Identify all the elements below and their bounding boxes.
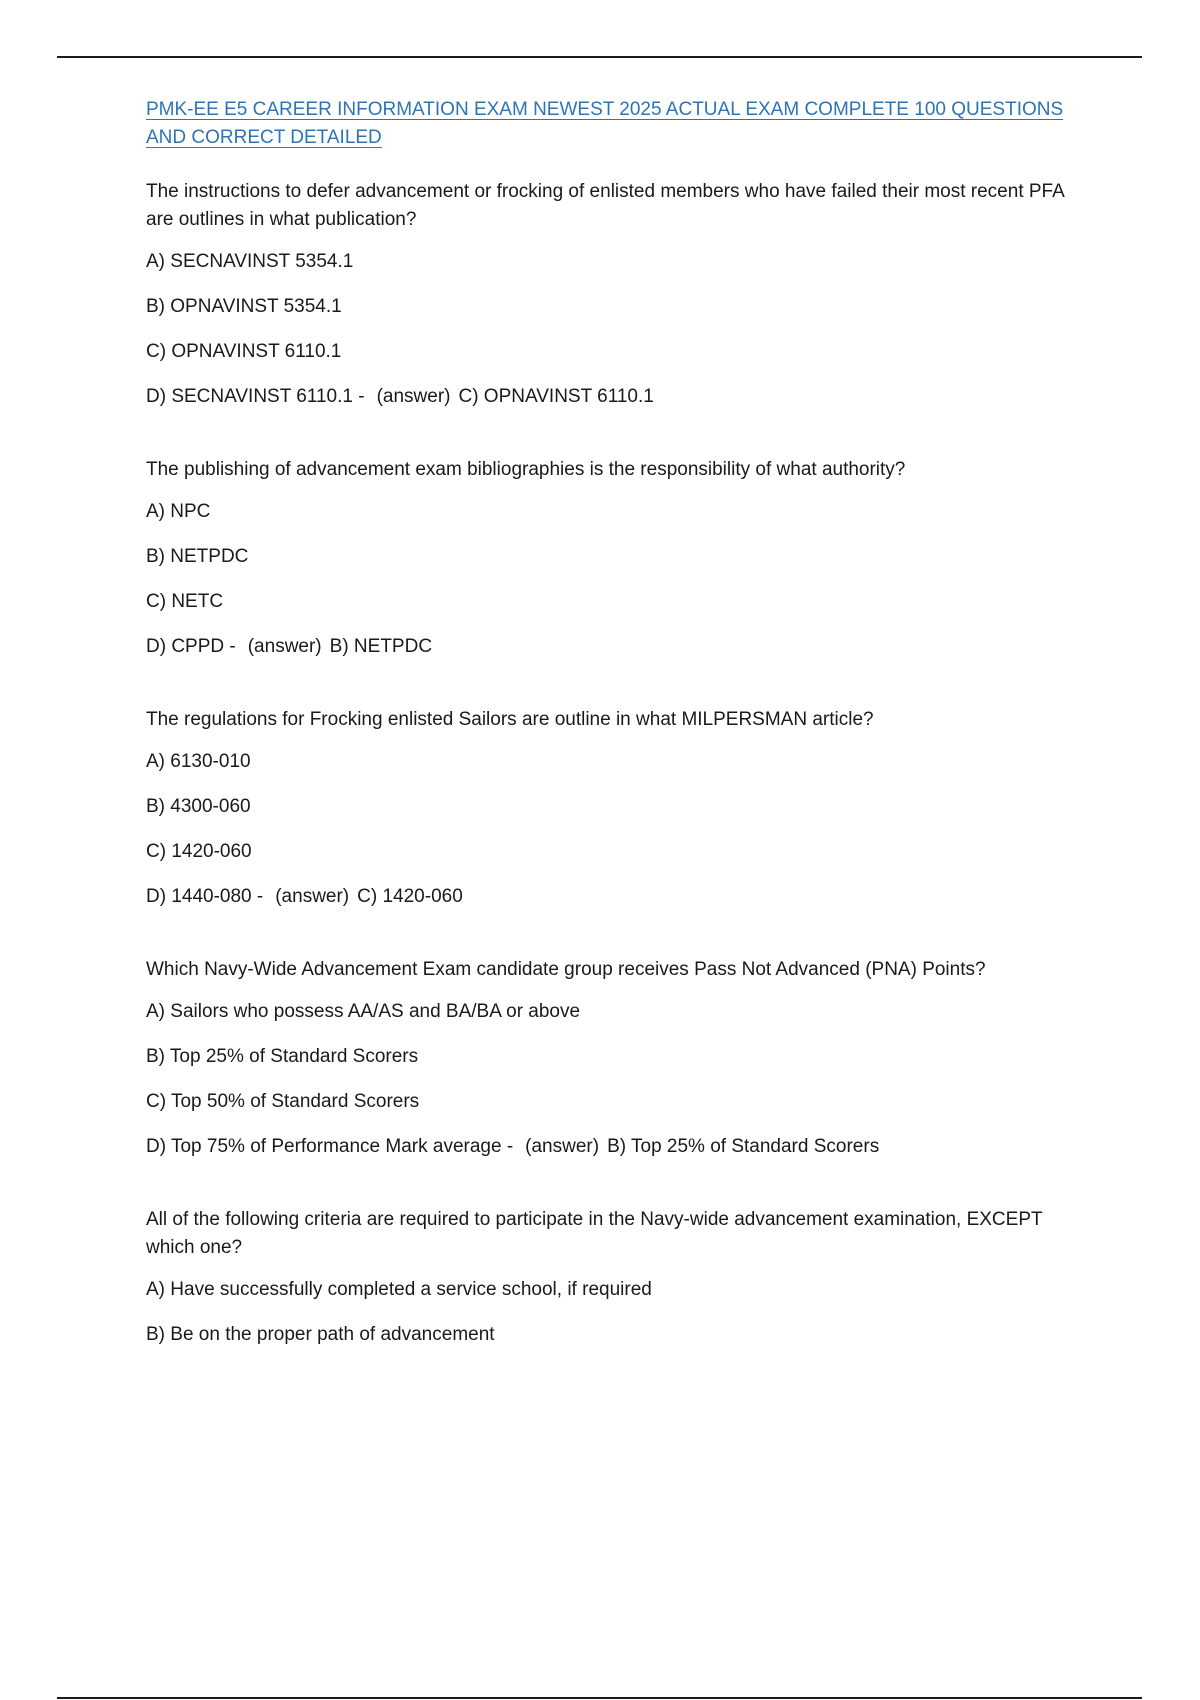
top-rule: [57, 56, 1142, 58]
option-a: A) Sailors who possess AA/AS and BA/BA or above: [146, 1001, 581, 1022]
question-block: [146, 956, 1086, 1161]
option-c: C) NETC: [146, 591, 224, 612]
option-d-with-answer: [146, 383, 1086, 411]
question-text: Which Navy-Wide Advancement Exam candidate group receives Pass Not Advanced (PNA) Points?: [146, 959, 986, 980]
option-c: C) 1420-060: [146, 841, 252, 862]
answer-value: C) 1420-060: [357, 886, 463, 907]
document-body: [146, 96, 1086, 1394]
option-a: A) Have successfully completed a service school, if required: [146, 1279, 652, 1300]
option-d-with-answer: [146, 883, 1086, 911]
option-a: A) NPC: [146, 501, 211, 522]
answer-value: B) Top 25% of Standard Scorers: [607, 1136, 880, 1157]
question-block: [146, 178, 1086, 411]
question-block: [146, 706, 1086, 911]
option-b: B) OPNAVINST 5354.1: [146, 296, 342, 317]
option-c: C) OPNAVINST 6110.1: [146, 341, 342, 362]
document-title-link[interactable]: PMK-EE E5 CAREER INFORMATION EXAM NEWEST 2025 ACTUAL EXAM COMPLETE 100 QUESTIONS AND CORRECT DETAILED: [146, 99, 1064, 148]
option-d-with-answer: [146, 633, 1086, 661]
answer-label: (answer): [525, 1136, 600, 1157]
option-b: B) 4300-060: [146, 796, 251, 817]
option-b: B) NETPDC: [146, 546, 249, 567]
option-b: B) Top 25% of Standard Scorers: [146, 1046, 419, 1067]
option-d: D) SECNAVINST 6110.1 -: [146, 386, 365, 407]
question-text: The regulations for Frocking enlisted Sailors are outline in what MILPERSMAN article?: [146, 709, 874, 730]
answer-label: (answer): [376, 386, 451, 407]
option-d: D) Top 75% of Performance Mark average -: [146, 1136, 514, 1157]
question-text: The instructions to defer advancement or frocking of enlisted members who have failed their most recent PFA are outlines in what publication?: [146, 181, 1064, 230]
option-a: A) SECNAVINST 5354.1: [146, 251, 354, 272]
option-b: B) Be on the proper path of advancement: [146, 1324, 495, 1345]
option-c: C) Top 50% of Standard Scorers: [146, 1091, 420, 1112]
answer-label: (answer): [275, 886, 350, 907]
option-d: D) 1440-080 -: [146, 886, 264, 907]
answer-value: B) NETPDC: [329, 636, 433, 657]
answer-value: C) OPNAVINST 6110.1: [458, 386, 654, 407]
bottom-rule: [57, 1697, 1142, 1699]
option-a: A) 6130-010: [146, 751, 251, 772]
option-d-with-answer: [146, 1133, 1086, 1161]
question-text: The publishing of advancement exam bibliographies is the responsibility of what authority?: [146, 459, 906, 480]
question-block: [146, 1206, 1086, 1349]
option-d: D) CPPD -: [146, 636, 236, 657]
question-block: [146, 456, 1086, 661]
answer-label: (answer): [247, 636, 322, 657]
question-text: All of the following criteria are required to participate in the Navy-wide advancement examination, EXCEPT which one?: [146, 1209, 1043, 1258]
